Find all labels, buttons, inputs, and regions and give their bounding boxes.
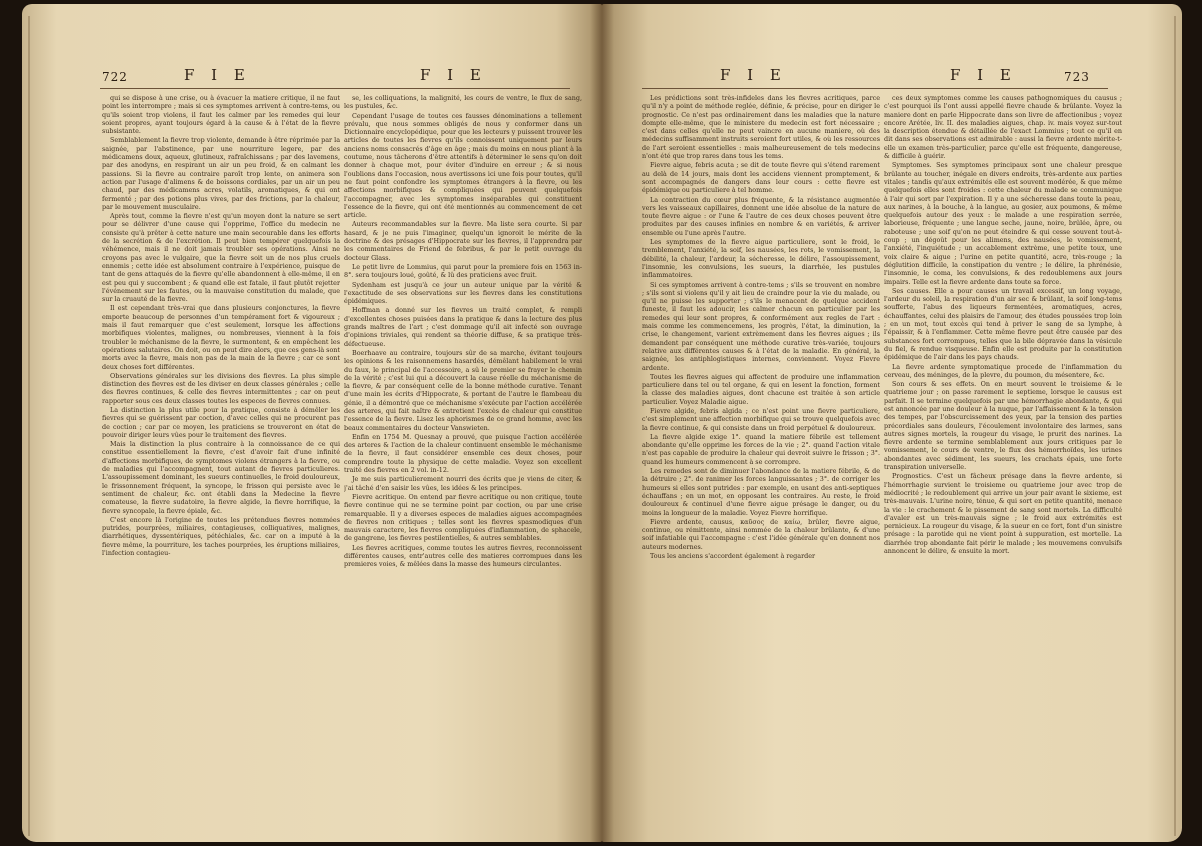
header-rule <box>642 88 1108 89</box>
paragraph: Hoffman a donné sur les fievres un traité complet, & rempli d'excellentes choses puisées dans la pratique & dans la lecture des plus grands maîtres de l'art ; c'est dommage qu'il ait infecté son ouvrage d'opinions triviales, qui rendent sa théorie diffuse, & sa pratique très-défectueuse. <box>344 306 582 348</box>
paragraph: Après tout, comme la fievre n'est qu'un moyen dont la nature se sert pour se délivrer d'une cause qui l'opprime, l'office du medecin ne consiste qu'à prêter à cette nature une main secourable dans les efforts de la secrétion & de l'excrétion. Il peut bien tempérer quelquefois la véhémence, mais il ne doit jamais troubler ses opérations. Ainsi ne croyons pas avec le vulgaire, que la fievre soit un de nos plus cruels ennemis ; cette idée est absolument contraire à l'expérience, puisque de tant de gens attaqués de la fievre qu'elle abandonnent à elle-même, il en est peu qui y succombent ; & quand elle est fatale, il faut plutôt rejetter l'événement sur les fautes, ou la mauvaise constitution du malade, que sur la cruauté de la fievre. <box>102 212 340 304</box>
paragraph: La fievre ardente symptomatique procede de l'inflammation du cerveau, des méninges, de la plevre, du poumon, du mésentere, &c. <box>884 362 1122 379</box>
paragraph: Si ces symptomes arrivent à contre-tems ; s'ils se trouvent en nombre ; s'ils sont si violens qu'il y ait lieu de craindre pour la vie du malade, ou qu'il ne puisse les supporter ; s'ils le menacent de quelque accident funeste, il faut les adoucir, les calmer chacun en particulier par les remedes qui leur sont propres, & conformément aux regles de l'art : mais comme les commencemens, les progrès, l'état, la diminution, la crise, le changement, varient extrèmement dans les fievres aigues ; ils demandent par conséquent une méthode curative très-variée, toujours relative aux différentes causes & à l'état de la maladie. En général, la saignée, les antiphlogistiques internes, conviennent. Voyez Fievre ardente. <box>642 280 880 372</box>
paragraph: qui se dispose à une crise, ou à évacuer la matiere critique, il ne faut point les interrompre ; mais si ces symptomes arrivent à contre-tems, ou qu'ils soient trop violens, il faut les calmer par les remedes qui leur soient propres, ayant toujours égard à la cause & à l'état de la fievre subsistante. <box>102 94 340 136</box>
paragraph: Mais la distinction la plus contraire à la connoissance de ce qui constitue essentiellement la fievre, c'est d'avoir fait d'une infinité d'affections morbifiques, de symptomes violens étrangers à la fievre, ou de maladies qui l'accompagnent, tout autant de fievres particulieres. L'assoupissement dominant, les sueurs continuelles, le froid douloureux, le frissonnement fréquent, la syncope, le frisson qui persiste avec le sentiment de chaleur, &c. ont établi dans la Medecine la fievre comateuse, la fievre sudatoire, la fievre algide, la fievre horrifique, la fievre syncopale, la fievre épiale, &c. <box>102 440 340 515</box>
paragraph: Fievre acritique. On entend par fievre acritique ou non critique, toute fievre continue qui ne se termine point par coction, ou par une crise remarquable. Il y a diverses especes de maladies aigues accompagnées de fievres non critiques ; telles sont les fievres spasmodiques d'un mauvais caractere, les fievres compliquées d'inflammation, de sphacele, de gangrene, les fievres pestilentielles, & autres semblables. <box>344 492 582 543</box>
paragraph: Fievre ardente, causus, καῦσος de καίω, brûler, fievre aigue, continue, ou rémittente, ainsi nommée de la chaleur brûlante, & d'une soif infatiable qui l'accompagne : c'est l'idée générale qu'en donnent nos auteurs modernes. <box>642 517 880 551</box>
paragraph: Le petit livre de Lommius, qui parut pour la premiere fois en 1563 in-8°. sera toujours loué, goûté, & lû des praticiens avec fruit. <box>344 262 582 280</box>
book-gutter <box>590 4 614 842</box>
paragraph: Ses causes. Elle a pour causes un travail excessif, un long voyage, l'ardeur du soleil, la respiration d'un air sec & brûlant, la soif long-tems soufferte, l'abus des liqueurs fermentées, aromatiques, acres, échauffantes, celui des plaisirs de l'amour, des études poussées trop loin ; en un mot, tout excès qui tend à priver le sang de sa lymphe, à l'épaissir, & à l'enflammer. Cette même fievre peut être causée par des substances fort corrompues, telles que la bile dépravée dans la vésicule du fiel, & rendue visqueuse. Enfin elle est produite par la constitution épidémique de l'air dans les pays chauds. <box>884 286 1122 362</box>
running-header: F I E <box>420 66 487 84</box>
running-header: F I E <box>720 66 787 84</box>
page-number: 723 <box>1064 70 1090 84</box>
text-column-2 <box>344 94 582 834</box>
paragraph: Observations générales sur les divisions des fievres. La plus simple distinction des fievres est de les diviser en deux classes générales ; celle des fievres continues, & celle des fievres intermittentes ; car on peut rapporter sous ces deux classes toutes les especes de fievres connues. <box>102 371 340 405</box>
paragraph: Fievre algide, febris algida ; ce n'est point une fievre particuliere, c'est simplement une affection morbifique qui se trouve quelquefois avec la fievre continue, & qui consiste dans un froid perpétuel & douloureux. <box>642 406 880 432</box>
paragraph: Semblablement la fievre trop violente, demande à être réprimée par la saignée, par l'abstinence, par une nourriture legere, par des médicamens doux, aqueux, glutineux, rafraîchissans ; par des lavemens, par des anodyns, en respirant un air un peu froid, & en calmant les passions. Si la fievre au contraire paroît trop lente, on animera son action par l'usage d'alimens & de boissons cordiales, par un air un peu chaud, par des médicamens acres, volatils, aromatiques, & qui ont fermenté ; par des potions plus vives, par des frictions, par la chaleur, par le mouvement musculaire. <box>102 136 340 211</box>
paragraph: Symptomes. Ses symptomes principaux sont une chaleur presque brûlante au toucher, inégale en divers endroits, très-ardente aux parties vitales ; tandis qu'aux extrémités elle est souvent modérée, & que même quelquefois elles sont froides : cette chaleur du malade se communique à l'air qui sort par l'expiration. Il y a une sécheresse dans toute la peau, aux narines, à la bouche, à la langue, au gosier, aux poumons, & même quelquefois autour des yeux : le malade a une respiration serrée, laborieuse, fréquente ; une langue seche, jaune, noire, brûlée, âpre, ou raboteuse ; une soif qu'on ne peut éteindre & qui cesse souvent tout-à-coup ; un dégoût pour les alimens, des nausées, le vomissement, l'anxiété, l'inquiétude ; un accablement extrème, une petite toux, une voix claire & aigue ; l'urine en petite quantité, acre, très-rouge ; la déglutition difficile, la constipation du ventre ; le délire, la phrénésie, l'insomnie, le coma, les convulsions, & des redoublemens aux jours impairs. Telle est la fievre ardente dans toute sa force. <box>884 161 1122 286</box>
running-header: F I E <box>184 66 251 84</box>
open-book <box>22 4 1182 842</box>
text-column-3 <box>642 94 880 834</box>
paragraph: Les remedes sont de diminuer l'abondance de la matiere fébrile, & de la détruire ; 2°. de ranimer les forces languissantes ; 3°. de corriger les humeurs si elles sont putrides : par exemple, en usant des anti-septiques échauffans ; en un mot, en opposant les contraires. Au reste, le froid douloureux & continuel d'une fievre aigue présage le danger, ou du moins la longueur de la maladie. Voyez Fievre horrifique. <box>642 467 880 517</box>
paragraph: Toutes les fievres aigues qui affectent de produire une inflammation particuliere dans tel ou tel organe, & qui en lesent la fonction, forment la classe des maladies aigues, dont chacune est traitée à son article particulier. Voyez Maladie aigue. <box>642 372 880 406</box>
paragraph: Les symptomes de la fievre aigue particuliere, sont le froid, le tremblement, l'anxiété, la soif, les nausées, les rots, le vomissement, la débilité, la chaleur, l'ardeur, la sécheresse, le délire, l'assoupissement, l'insomnie, les convulsions, les sueurs, la diarrhée, les pustules inflammatoires. <box>642 238 880 280</box>
paragraph: La contraction du cœur plus fréquente, & la résistance augmentée vers les vaisseaux capillaires, donnent une idée absolue de la nature de toute fievre aigue : or l'une & l'autre de ces deux choses peuvent être produites par des causes infinies en nombre & en variétés, & arriver ensemble ou l'une après l'autre. <box>642 195 880 237</box>
paragraph: Son cours & ses effets. On en meurt souvent le troisieme & le quatrieme jour ; on passe rarement le septieme, lorsque le causus est parfait. Il se termine quelquefois par une hémorrhagie abondante, & qui est annoncée par une douleur à la nuque, par l'affaissement & la tension des tempes, par l'obscurcissement des yeux, par la tension des parties précordiales sans douleurs, l'écoulement involontaire des larmes, sans autres signes mortels, la rougeur du visage, le prurit des narines. La fievre ardente se termine semblablement aux jours critiques par le vomissement, le cours de ventre, le flux des hémorrhoïdes, les urines abondantes avec sédiment, les sueurs, les crachats épais, une forte transpiration universelle. <box>884 380 1122 472</box>
paragraph: Les prédictions sont très-infideles dans les fievres acritiques, parce qu'il n'y a point de méthode reglée, définie, & précise, pour en diriger le prognostic. Ce n'est pas ordinairement dans les maladies que la nature dompte elle-même, que le ministere du medecin est fort nécessaire ; c'est dans celles qu'elle ne peut vaincre en aucune maniere, où des médecins suffisamment instruits seroient fort utiles, & où les ressources de l'art seroient essentielles : mais malheureusement de tels medecins n'ont été que trop rares dans tous les tems. <box>642 94 880 161</box>
running-header: F I E <box>950 66 1017 84</box>
page-number: 722 <box>102 70 128 84</box>
page-edge-shadow <box>28 16 30 836</box>
left-page <box>22 4 602 842</box>
text-column-4 <box>884 94 1122 834</box>
paragraph: se, les colliquations, la malignité, les cours de ventre, le flux de sang, les pustules, &c. <box>344 94 582 111</box>
text-column-1 <box>102 94 340 834</box>
paragraph: Enfin en 1754 M. Quesnay a prouvé, que puisque l'action accélérée des arteres & l'action de la chaleur continuent ensemble le méchanisme de la fievre, il faut considérer ensemble ces deux choses, pour comprendre toute la physique de cette maladie. Voyez son excellent traité des fievres en 2 vol. in-12. <box>344 432 582 475</box>
paragraph: ces deux symptomes comme les causes pathognomiques du causus ; c'est pourquoi ils l'ont aussi appellé fievre chaude & brûlante. Voyez la maniere dont en parle Hippocrate dans son livre de affectionibus ; voyez encore Arétée, liv. II. des maladies aigues, chap. iv. mais voyez sur-tout la description étendue & détaillée de l'exact Lommius ; tout ce qu'il en dit dans ses observations est admirable : aussi la fievre ardente mérite-t-elle un examen très-particulier, parce qu'elle est fréquente, dangereuse, & difficile à guérir. <box>884 94 1122 161</box>
paragraph: La distinction la plus utile pour la pratique, consiste à démêler les fievres qui se guérissent par coction, d'avec celles qui ne procurent pas de coction ; car par ce moyen, les praticiens se trouveront en état de pouvoir diriger leurs vûes pour le traitement des fievres. <box>102 405 340 439</box>
header-rule <box>100 88 570 89</box>
paragraph: Il est cependant très-vrai que dans plusieurs conjonctures, la fievre emporte beaucoup de personnes d'un tempérament fort & vigoureux ; mais il faut remarquer que c'est seulement, lorsque les affections morbifiques violentes, malignes, ou nombreuses, viennent à la fois troubler le méchanisme de la fievre, le surmontent, & en empêchent les opérations salutaires. On doit, ou on peut dire alors, que ces gens-là sont morts avec la fievre, mais non pas de la main de la fievre ; car ce sont deux choses fort différentes. <box>102 304 340 371</box>
paragraph: Boerhaave au contraire, toujours sûr de sa marche, évitant toujours les opinions & les raisonnemens hasardés, démêlant habilement le vrai du faux, le principal de l'accessoire, a sû le premier se frayer le chemin de la vérité ; c'est lui qui a découvert la cause réelle du méchanisme de la fievre, & par conséquent celle de la bonne méthode curative. Tenant d'une main les écrits d'Hippocrate, & portant de l'autre le flambeau du génie, il a démontré que ce méchanisme s'exécute par l'action accélérée des arteres, qui fait naître & entretient l'excès de chaleur qui constitue l'essence de la fievre. Lisez les aphorismes de ce grand homme, avec les beaux commentaires du docteur Vanswieten. <box>344 348 582 432</box>
paragraph: Les fievres acritiques, comme toutes les autres fievres, reconnoissent différentes causes, entr'autres celle des matieres corrompues dans les premieres voies, & mêlées dans la masse des humeurs circulantes. <box>344 543 582 569</box>
paragraph: Cependant l'usage de toutes ces fausses dénominations a tellement prévalu, que nous sommes obligés de nous y conformer dans un Dictionnaire encyclopédique, pour que les lecteurs y puissent trouver les articles de toutes les fievres qu'ils connoissent uniquement par leurs anciens noms consacrés d'âge en âge ; mais du moins en nous pliant à la coutume, nous tâcherons d'être attentifs à déterminer le sens qu'on doit donner à chaque mot, pour éviter d'induire en erreur ; & si nous l'oublions dans l'occasion, nous avertissons ici une fois pour toutes, qu'il ne faut point confondre les symptomes étrangers à la fievre, ou les affections morbifiques & compliquées qui peuvent quelquefois l'accompagner, avec les symptomes inséparables qui constituent l'essence de la fievre, qui ont été mentionnés au commencement de cet article. <box>344 111 582 220</box>
paragraph: Prognostics. C'est un fâcheux présage dans la fievre ardente, si l'hémorrhagie survient le troisieme ou quatrieme jour avec trop de médiocrité ; le redoublement qui arrive un jour pair avant le sixieme, est très-mauvais. L'urine noire, ténue, & qui sort en petite quantité, menace la vie : le crachement & le pissement de sang sont mortels. La difficulté d'avaler est un très-mauvais signe ; le froid aux extrémités est pernicieux. La rougeur du visage, & la sueur en ce fort, font d'un sinistre présage : la parotide qui ne vient point à suppuration, est mortelle. La diarrhée trop abondante fait périr le malade ; les mouvemens convulsifs annoncent le délire, & ensuite la mort. <box>884 472 1122 556</box>
paragraph: Fievre aigue, febris acuta ; se dit de toute fievre qui s'étend rarement au delà de 14 jours, mais dont les accidens viennent promptement, & sont accompagnés de dangers dans leur cours : cette fievre est épidémique ou particuliere à tel homme. <box>642 161 880 195</box>
paragraph: Je me suis particulierement nourri des écrits que je viens de citer, & j'ai tâché d'en saisir les vûes, les idées & les principes. <box>344 475 582 492</box>
paragraph: Sydenham est jusqu'à ce jour un auteur unique par la vérité & l'exactitude de ses observations sur les fievres dans les constitutions épidémiques. <box>344 280 582 306</box>
page-edge-shadow <box>1174 16 1176 836</box>
paragraph: Auteurs recommandables sur la fievre. Ma liste sera courte. Si par hasard, & je ne puis l'imaginer, quelqu'un ignoroit le mérite de la doctrine & des présages d'Hippocrate sur les fievres, il l'apprendra par les commentaires de Friend de febribus, & par le petit ouvrage du docteur Glass. <box>344 220 582 262</box>
paragraph: C'est encore là l'origine de toutes les prétendues fievres nommées putrides, pourprées, miliaires, contagieuses, colliquatives, malignes, diarrhétiques, dyssentériques, pétéchiales, &c. car on a imputé à la fievre même, la pourriture, les taches pourprées, les éruptions miliaires, l'infection contagieu- <box>102 515 340 558</box>
paragraph: La fievre algide exige 1°. quand la matiere fébrile est tellement abondante qu'elle opprime les forces de la vie ; 2°. quand l'action vitale n'est pas capable de produire la chaleur qui devroit suivre le frisson ; 3°. quand les humeurs commencent à se corrompre. <box>642 432 880 466</box>
right-page <box>602 4 1182 842</box>
paragraph: Tous les anciens s'accordent également à regarder <box>650 552 816 561</box>
